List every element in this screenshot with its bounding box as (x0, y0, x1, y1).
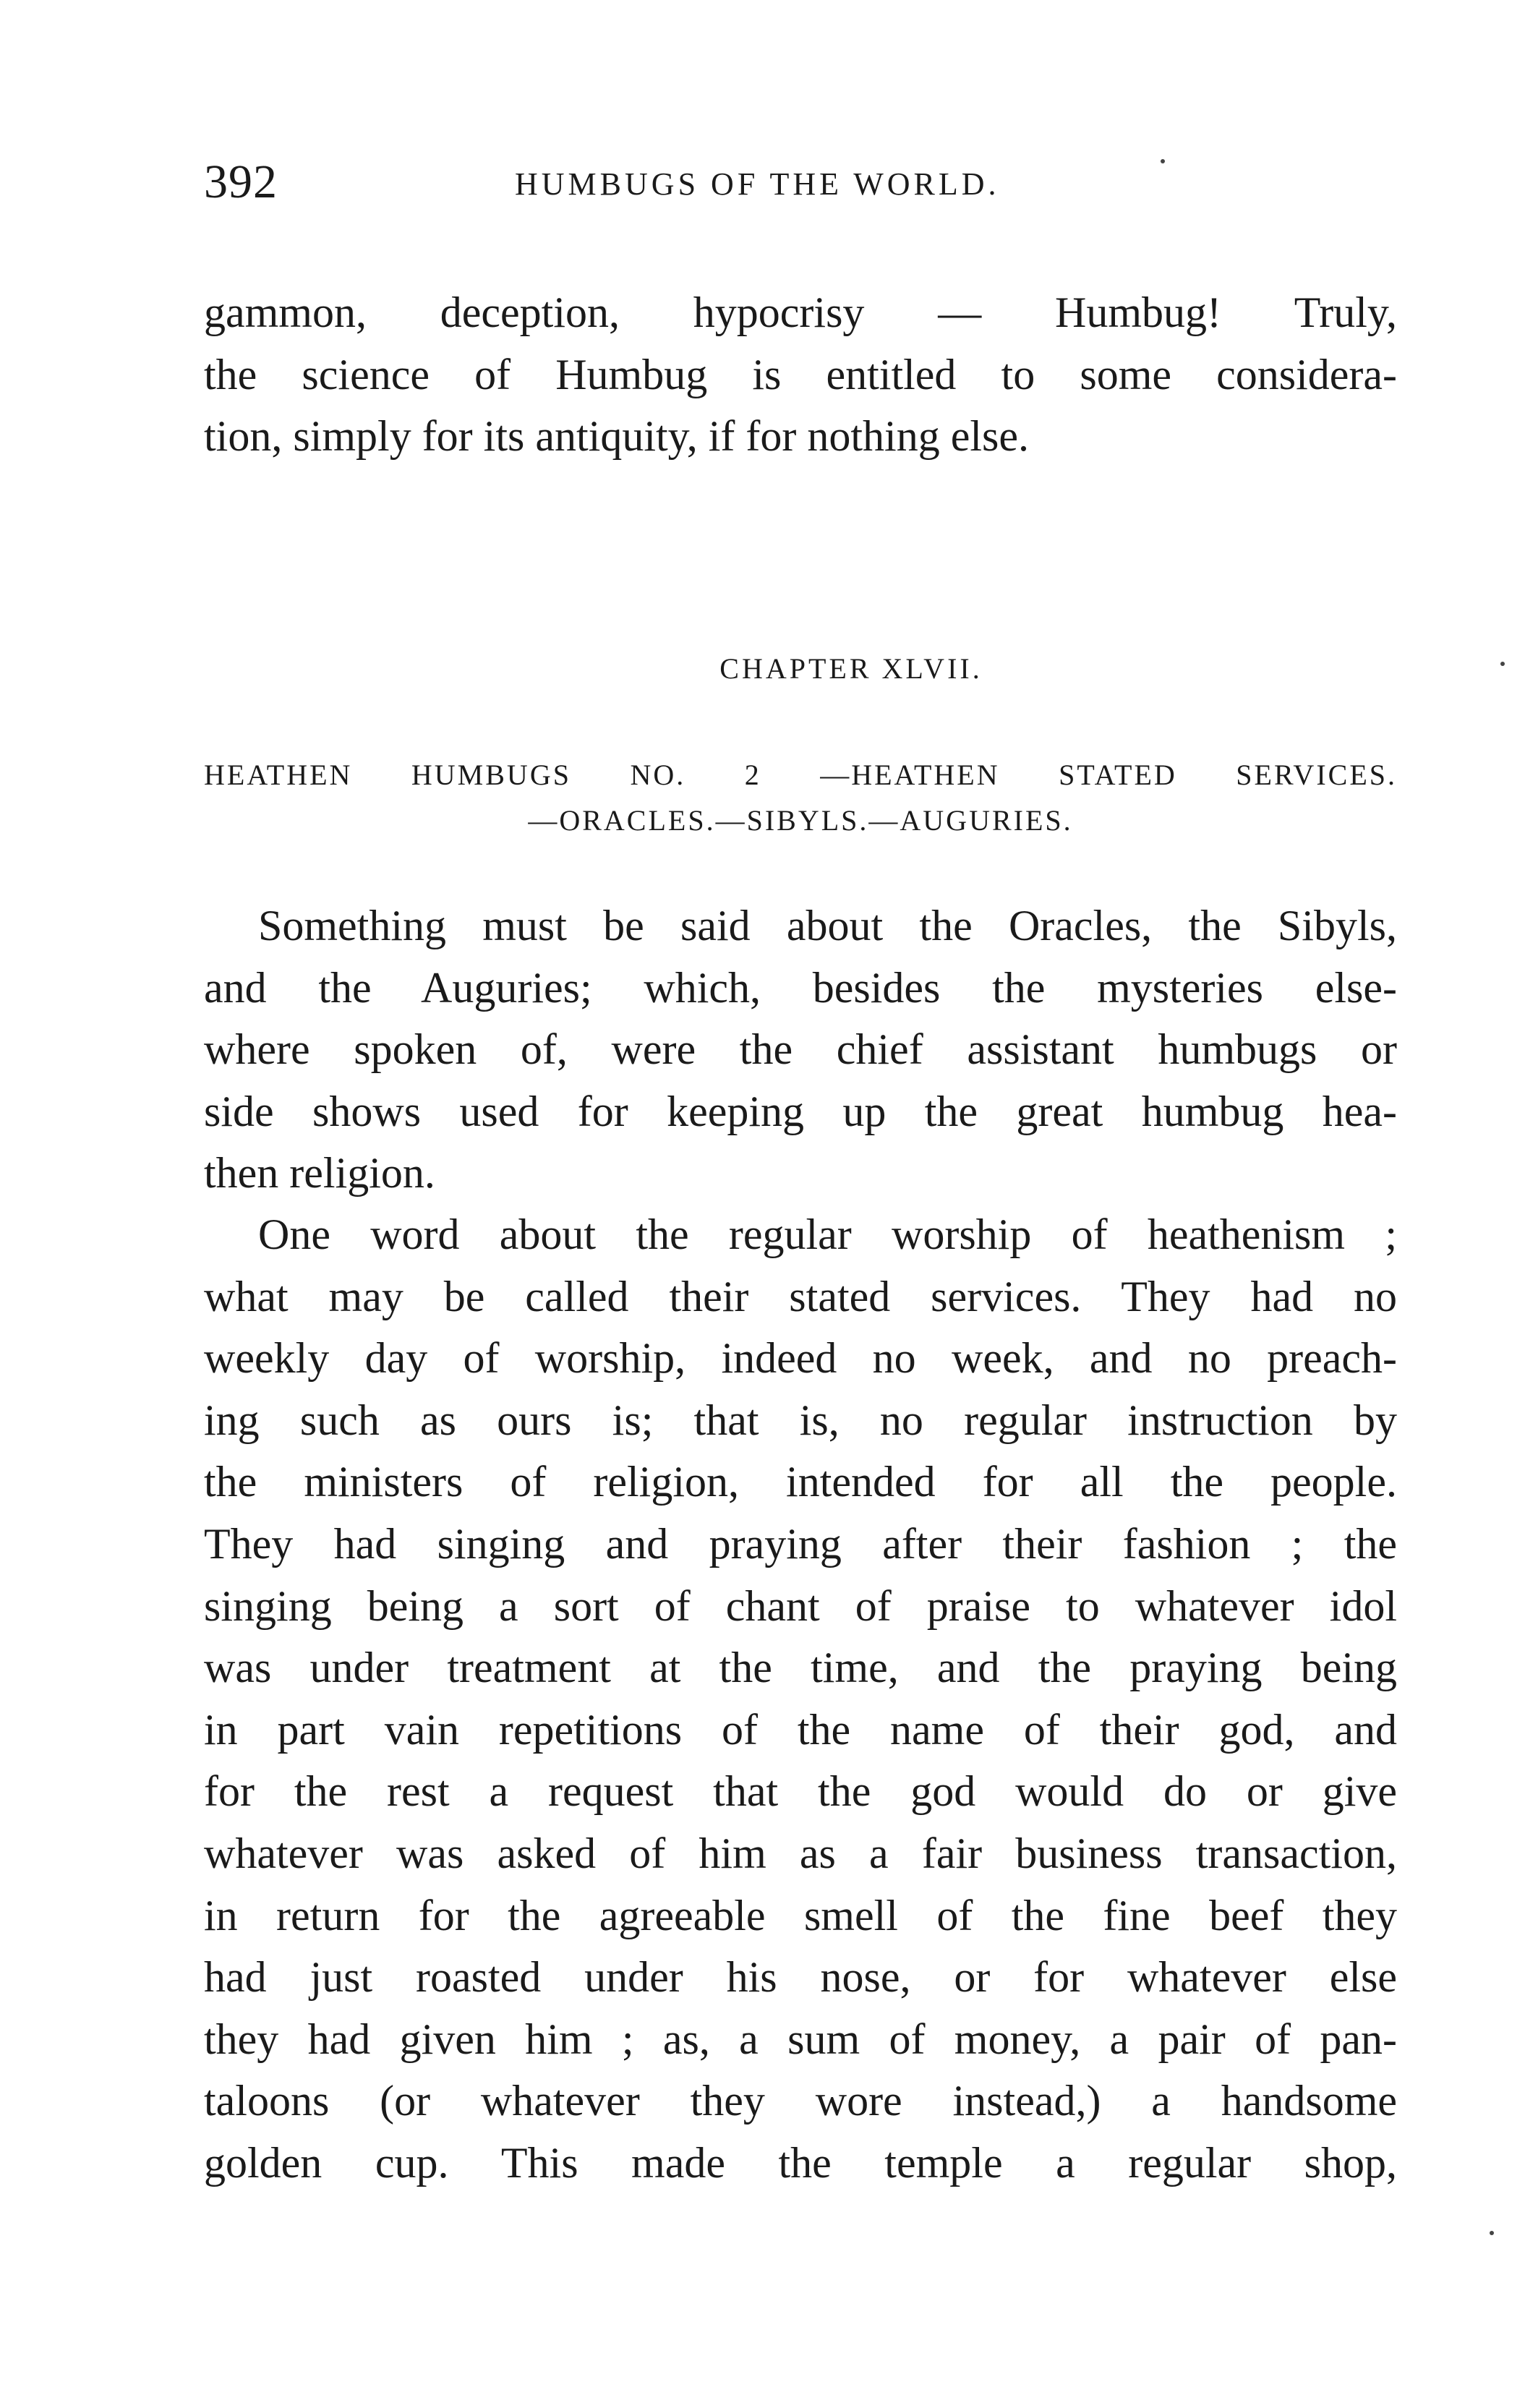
text-line: then religion. (204, 1149, 435, 1197)
text-line: for the rest a request that the god would do or give (204, 1767, 1397, 1816)
text-line: taloons (or whatever they wore instead,) a handsome (204, 2077, 1397, 2125)
text-line: what may be called their stated services. They had no (204, 1272, 1397, 1320)
text-line: weekly day of worship, indeed no week, and no preach- (204, 1334, 1397, 1383)
text-line: in return for the agreeable smell of the fine beef they (204, 1891, 1397, 1939)
text-line: gammon, deception, hypocrisy — Humbug! Truly, (204, 289, 1397, 336)
paragraph-two (204, 1204, 1397, 2195)
print-speck (1161, 159, 1165, 163)
page-number: 392 (204, 155, 278, 208)
chapter-subtitle-line: —ORACLES.—SIBYLS.—AUGURIES. (528, 804, 1073, 837)
print-speck (1490, 2231, 1494, 2235)
text-line: They had singing and praying after their fashion ; the (204, 1519, 1397, 1568)
text-line: where spoken of, were the chief assistant humbugs or (204, 1025, 1397, 1074)
text-line: and the Auguries; which, besides the mysteries else- (204, 963, 1397, 1012)
chapter-subtitle-line: HEATHEN HUMBUGS NO. 2 —HEATHEN STATED SERVICES. (204, 759, 1397, 791)
text-line: side shows used for keeping up the great humbug hea- (204, 1087, 1397, 1135)
text-line: the science of Humbug is entitled to some considera- (204, 350, 1397, 398)
print-speck (1500, 662, 1505, 666)
running-head (204, 153, 1397, 211)
text-line: One word about the regular worship of heathenism ; (258, 1211, 1397, 1258)
intro-paragraph (204, 282, 1397, 468)
text-line: ing such as ours is; that is, no regular instruction by (204, 1396, 1397, 1444)
text-line: had just roasted under his nose, or for whatever else (204, 1953, 1397, 2002)
chapter-title: CHAPTER XLVII. (719, 652, 983, 685)
text-line: Something must be said about the Oracles, the Sibyls, (258, 902, 1397, 949)
chapter-subtitle (204, 752, 1397, 843)
running-title: HUMBUGS OF THE WORLD. (515, 166, 1000, 202)
text-line: in part vain repetitions of the name of their god, and (204, 1705, 1397, 1754)
text-line: the ministers of religion, intended for all the people. (204, 1458, 1397, 1506)
text-line: singing being a sort of chant of praise to whatever idol (204, 1581, 1397, 1630)
text-line: was under treatment at the time, and the praying being (204, 1644, 1397, 1692)
text-line: whatever was asked of him as a fair business transaction, (204, 1829, 1397, 1877)
text-line: they had given him ; as, a sum of money, a pair of pan- (204, 2015, 1397, 2063)
paragraph-one (204, 895, 1397, 1205)
text-line: tion, simply for its antiquity, if for nothing else. (204, 412, 1029, 461)
text-line: golden cup. This made the temple a regular shop, (204, 2138, 1397, 2187)
